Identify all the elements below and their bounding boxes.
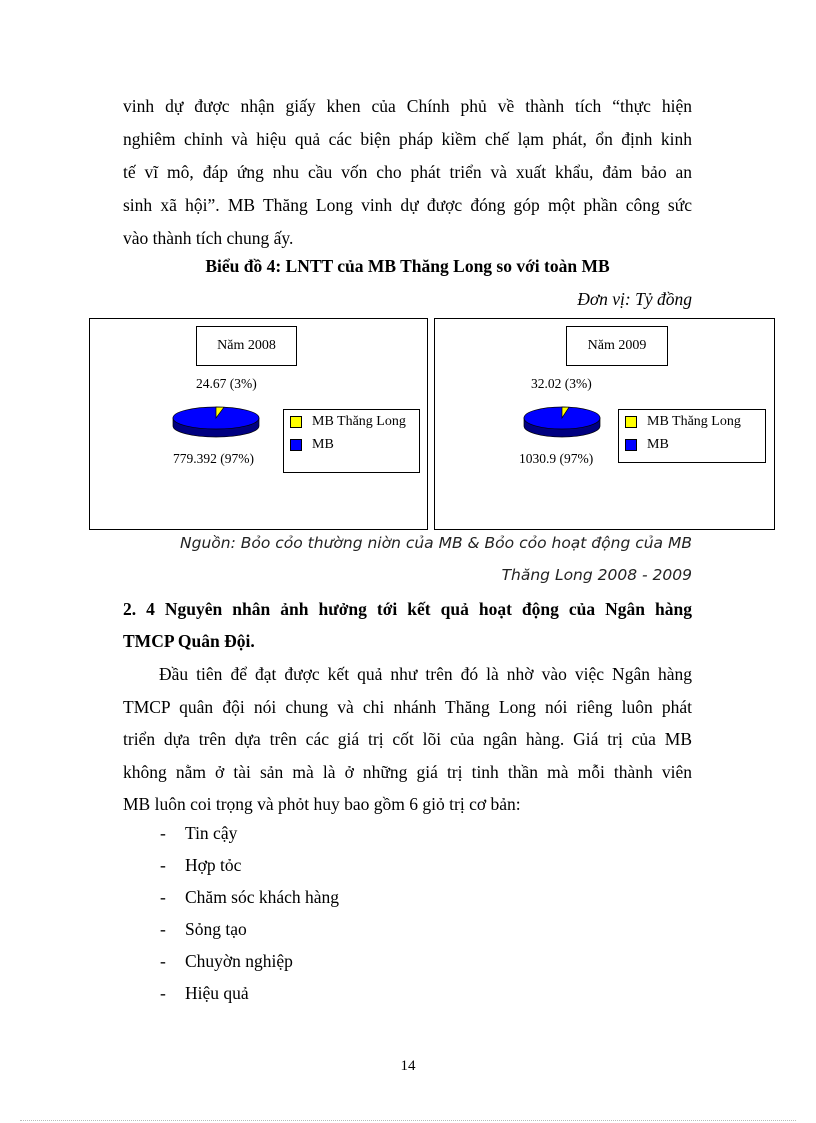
legend-item	[290, 414, 406, 430]
legend-item	[625, 437, 669, 453]
figure-title: Biểu đồ 4: LNTT của MB Thăng Long so với toàn MB	[205, 256, 610, 276]
list-item-text: Hiệu quả	[185, 983, 249, 1003]
data-label-small: 32.02 (3%)	[531, 376, 592, 391]
section-heading-line-1: 2. 4 Nguyên nhân ảnh hưởng tới kết quả hoạt động của Ngân hàng	[123, 599, 692, 619]
swatch-blue	[290, 439, 302, 451]
figure-unit: Đơn vị: Tỷ đồng	[577, 289, 692, 309]
pie-chart	[522, 404, 602, 444]
intro-line: vào thành tích chung ấy.	[123, 228, 294, 248]
legend-label: MB Thăng Long	[312, 414, 406, 429]
list-item	[160, 919, 247, 940]
list-item-text: Chuyờn nghiệp	[185, 951, 293, 971]
chart-2009	[434, 318, 775, 530]
section-line: không nằm ở tài sản mà là ở những giá trị tinh thần mà mỗi thành viên	[123, 761, 692, 782]
section-paragraph	[123, 658, 692, 821]
list-bullet: -	[160, 983, 166, 1003]
chart-title: Năm 2009	[566, 326, 668, 366]
list-bullet: -	[160, 823, 166, 843]
swatch-blue	[625, 439, 637, 451]
section-line: triển dựa trên dựa trên các giá trị cốt lõi của ngân hàng. Giá trị của MB	[123, 729, 692, 749]
data-label-large: 1030.9 (97%)	[519, 451, 594, 466]
list-item	[160, 887, 339, 908]
intro-line: nghiêm chỉnh và hiệu quả các biện pháp kiềm chế lạm phát, ổn định kinh	[123, 129, 692, 149]
data-label-large: 779.392 (97%)	[173, 451, 254, 466]
section-heading-line-2: TMCP Quân Đội.	[123, 631, 255, 651]
data-label-small: 24.67 (3%)	[196, 376, 257, 391]
legend-label: MB Thăng Long	[647, 414, 741, 429]
page-number: 14	[400, 1058, 416, 1074]
list-item	[160, 951, 293, 972]
list-bullet: -	[160, 919, 166, 939]
list-bullet: -	[160, 951, 166, 971]
intro-line: vinh dự được nhận giấy khen của Chính phủ về thành tích “thực hiện	[123, 96, 692, 116]
swatch-yellow	[290, 416, 302, 428]
chart-title: Năm 2008	[196, 326, 297, 366]
section-line: Đầu tiên để đạt được kết quả như trên đó là nhờ vào việc Ngân hàng	[159, 664, 692, 684]
chart-2008	[89, 318, 428, 530]
intro-line: tế vĩ mô, đáp ứng nhu cầu vốn cho phát triển và xuất khẩu, đảm bảo an	[123, 162, 692, 182]
figure-source-line-1: Nguồn: Bỏo cỏo thường niờn của MB & Bỏo cỏo hoạt động của MB	[180, 534, 692, 552]
list-item-text: Tin cậy	[185, 823, 238, 843]
legend	[283, 409, 420, 473]
legend-item	[625, 414, 741, 430]
list-bullet: -	[160, 887, 166, 907]
legend-label: MB	[312, 437, 334, 452]
intro-paragraph	[123, 90, 692, 255]
list-item	[160, 855, 241, 876]
swatch-yellow	[625, 416, 637, 428]
list-item	[160, 823, 237, 844]
legend	[618, 409, 766, 463]
intro-line: sinh xã hội”. MB Thăng Long vinh dự được đóng góp một phần công sức	[123, 195, 692, 215]
legend-label: MB	[647, 437, 669, 452]
list-item-text: Hợp tỏc	[185, 855, 242, 875]
list-item	[160, 983, 249, 1004]
section-line: MB luôn coi trọng và phỏt huy bao gồm 6 giỏ trị cơ bản:	[123, 794, 521, 814]
list-item-text: Sỏng tạo	[185, 919, 247, 939]
figure-source-line-2: Thăng Long 2008 - 2009	[501, 566, 692, 584]
list-item-text: Chăm sóc khách hàng	[185, 887, 340, 907]
page-bottom-divider	[20, 1120, 796, 1121]
legend-item	[290, 437, 334, 453]
list-bullet: -	[160, 855, 166, 875]
section-line: TMCP quân đội nói chung và chi nhánh Thăng Long nói riêng luôn phát	[123, 696, 692, 717]
pie-chart	[171, 404, 261, 444]
